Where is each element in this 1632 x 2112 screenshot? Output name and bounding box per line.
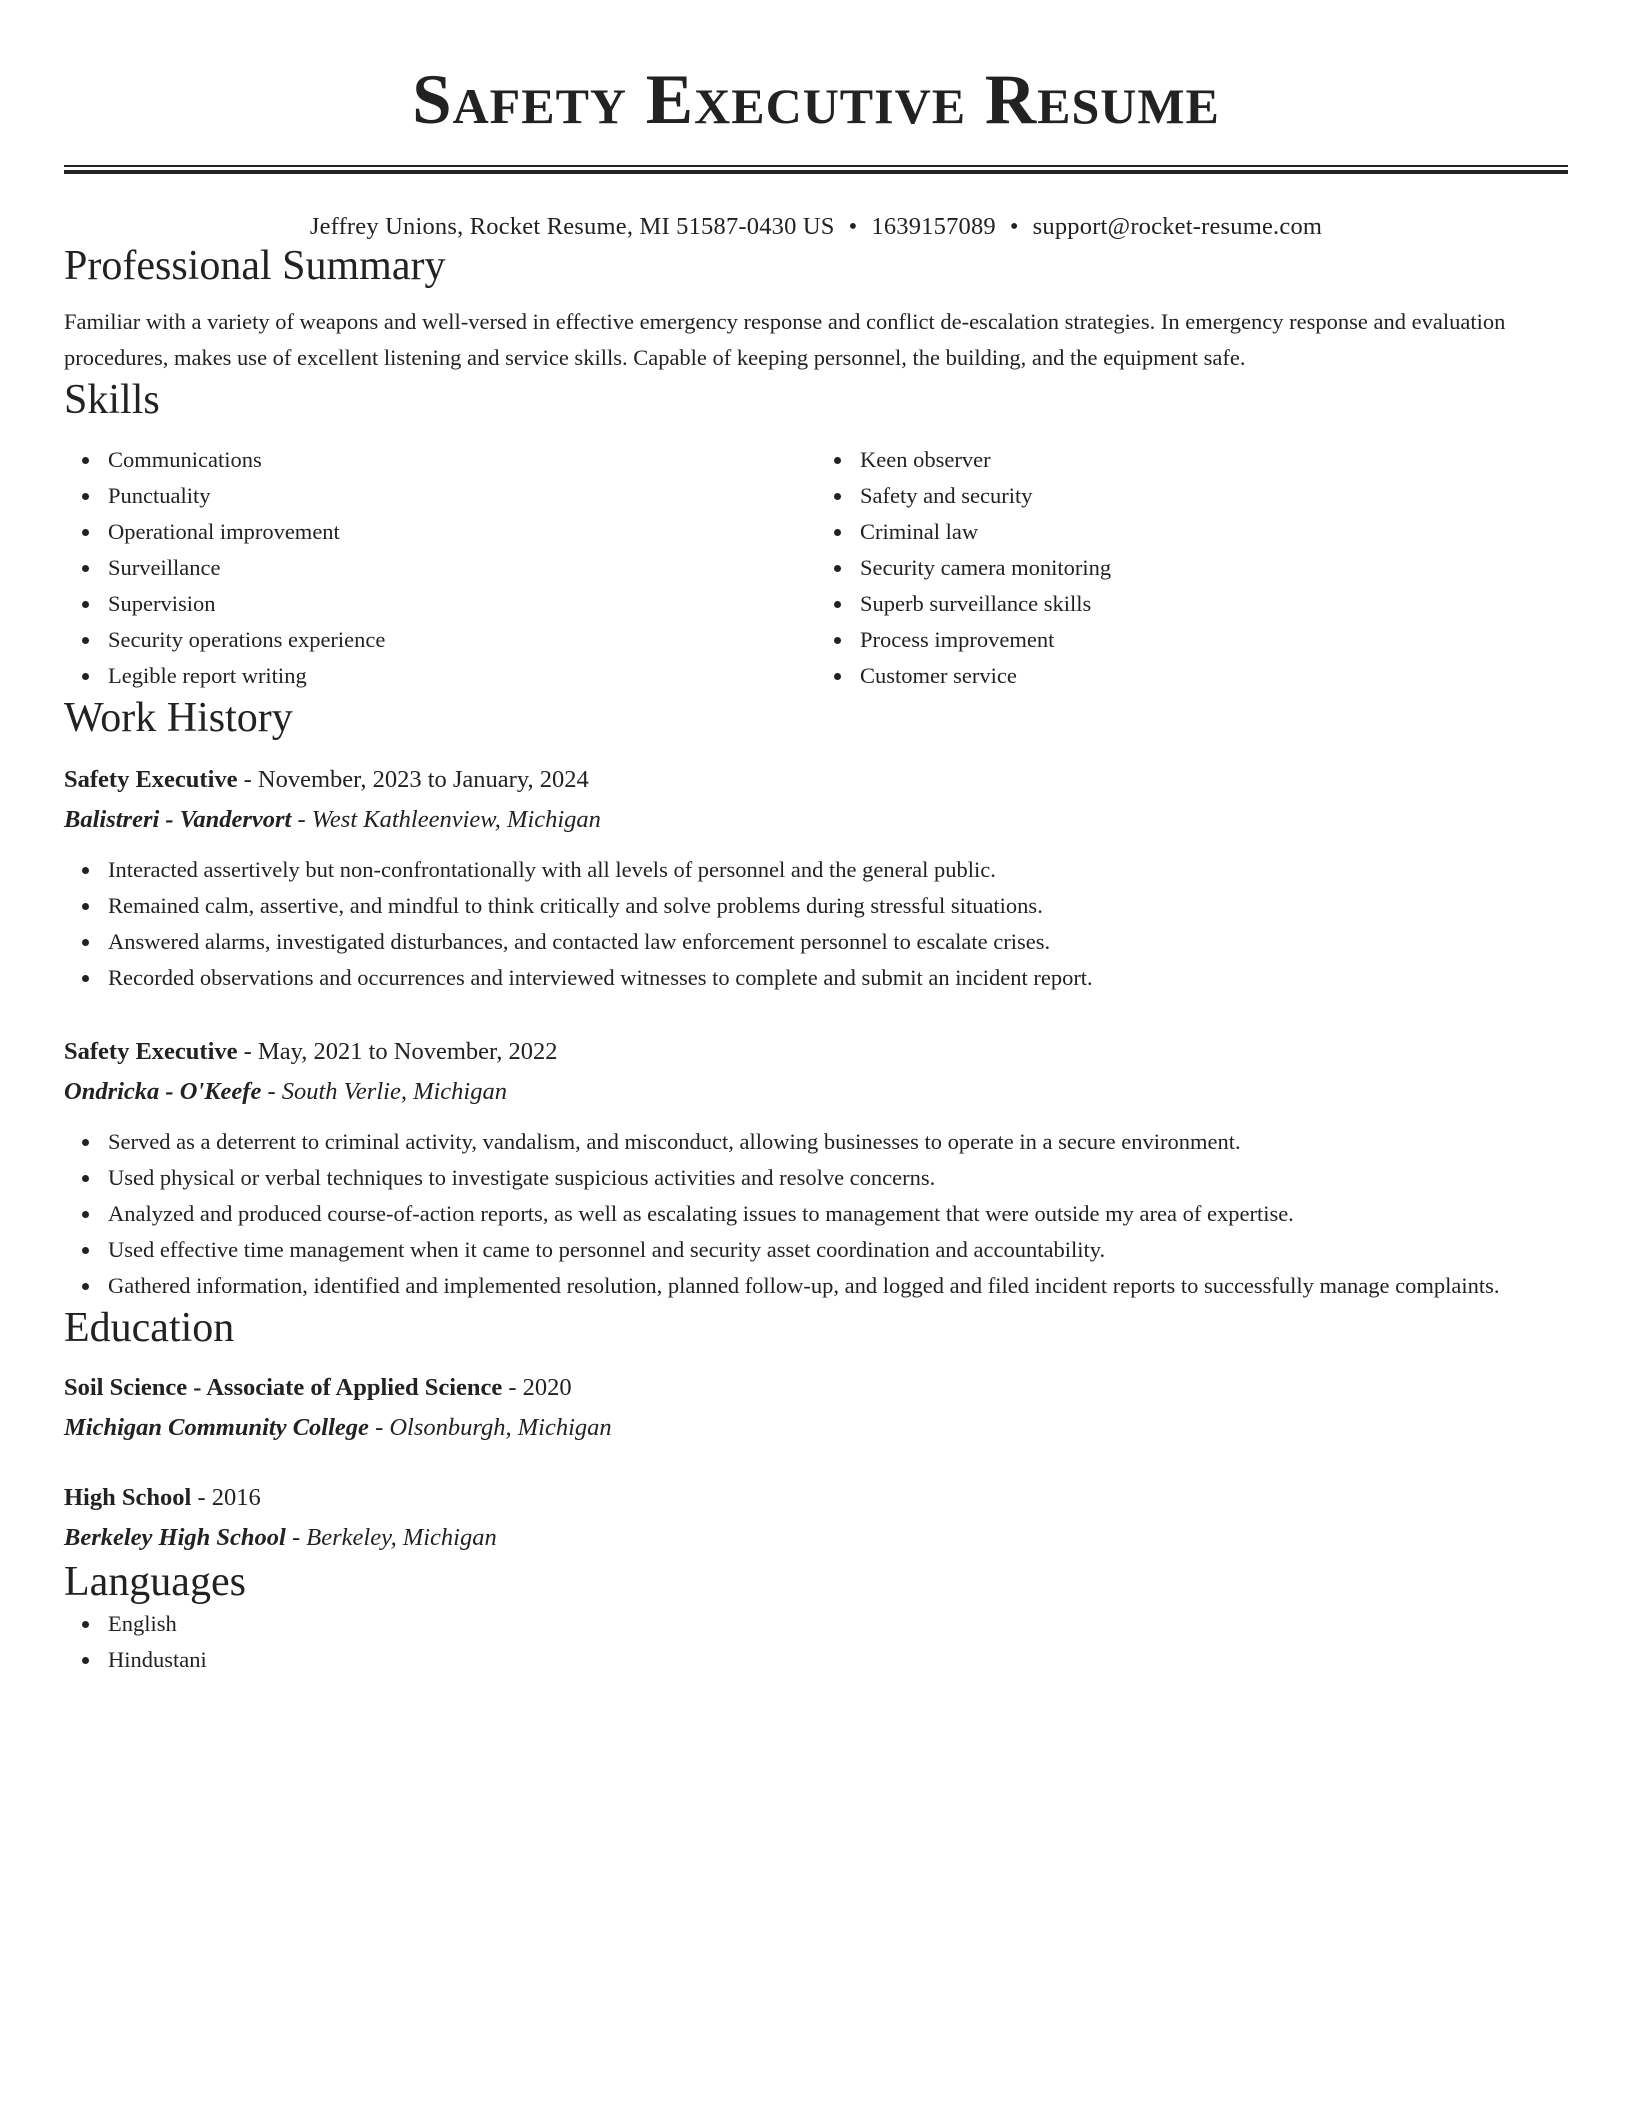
job-location: - South Verlie, Michigan — [261, 1078, 507, 1105]
skill-item: Superb surveillance skills — [860, 586, 1568, 622]
summary-heading: Professional Summary — [64, 243, 446, 289]
skill-item: Surveillance — [108, 550, 816, 586]
skill-item: Communications — [108, 442, 816, 478]
skill-item: Security operations experience — [108, 622, 816, 658]
education-degree: High School — [64, 1484, 192, 1511]
work-history-heading: Work History — [64, 695, 293, 741]
skill-item: Criminal law — [860, 514, 1568, 550]
job-bullet: Gathered information, identified and implemented resolution, planned follow-up, and logged and filed incident reports to successfully manage complaints. — [108, 1268, 1568, 1304]
education-degree-line — [64, 1478, 1568, 1518]
job-dates: - May, 2021 to November, 2022 — [237, 1038, 558, 1065]
languages-heading: Languages — [64, 1559, 246, 1605]
job-dates: - November, 2023 to January, 2024 — [237, 766, 589, 793]
contact-address: Jeffrey Unions, Rocket Resume, MI 51587-0430 US — [309, 213, 835, 240]
education-year: - 2016 — [191, 1484, 261, 1511]
education-entry — [64, 1368, 1568, 1448]
job-bullet: Used effective time management when it came to personnel and security asset coordination and accountability. — [108, 1232, 1568, 1268]
skill-item: Punctuality — [108, 478, 816, 514]
skill-item: Keen observer — [860, 442, 1568, 478]
skill-item: Safety and security — [860, 478, 1568, 514]
resume-title: Safety Executive Resume — [412, 61, 1220, 139]
job-bullet: Answered alarms, investigated disturbances, and contacted law enforcement personnel to escalate crises. — [108, 924, 1568, 960]
education-degree-line — [64, 1368, 1568, 1408]
education-school-line — [64, 1518, 1568, 1558]
languages-list — [64, 1606, 1568, 1678]
job-title-line — [64, 760, 1568, 800]
job-bullet: Used physical or verbal techniques to investigate suspicious activities and resolve concerns. — [108, 1160, 1568, 1196]
education-heading: Education — [64, 1305, 235, 1351]
job-company: Balistreri - Vandervort — [64, 806, 292, 833]
education-location: - Berkeley, Michigan — [285, 1524, 497, 1551]
job-entry — [64, 760, 1568, 996]
job-title: Safety Executive — [64, 1038, 238, 1065]
contact-separator: • — [1009, 213, 1019, 240]
skills-list-left — [64, 442, 816, 694]
job-company-line — [64, 1072, 1568, 1112]
job-bullet: Served as a deterrent to criminal activity, vandalism, and misconduct, allowing businesses to operate in a secure environment. — [108, 1124, 1568, 1160]
education-entry — [64, 1478, 1568, 1558]
job-bullet: Analyzed and produced course-of-action reports, as well as escalating issues to management that were outside my area of expertise. — [108, 1196, 1568, 1232]
skill-item: Customer service — [860, 658, 1568, 694]
contact-line — [64, 212, 1568, 242]
education-year: - 2020 — [502, 1374, 572, 1401]
job-title: Safety Executive — [64, 766, 238, 793]
job-company: Ondricka - O'Keefe — [64, 1078, 262, 1105]
job-company-line — [64, 800, 1568, 840]
language-item: Hindustani — [108, 1642, 1568, 1678]
education-school-line — [64, 1408, 1568, 1448]
job-bullets — [64, 1124, 1568, 1304]
education-location: - Olsonburgh, Michigan — [368, 1414, 612, 1441]
job-title-line — [64, 1032, 1568, 1072]
skills-list-right — [816, 442, 1568, 694]
language-item: English — [108, 1606, 1568, 1642]
education-school: Michigan Community College — [64, 1414, 369, 1441]
contact-email: support@rocket-resume.com — [1032, 213, 1323, 240]
skill-item: Operational improvement — [108, 514, 816, 550]
skills-heading: Skills — [64, 377, 160, 423]
skill-item: Supervision — [108, 586, 816, 622]
education-school: Berkeley High School — [64, 1524, 286, 1551]
job-bullet: Interacted assertively but non-confrontationally with all levels of personnel and the general public. — [108, 852, 1568, 888]
contact-separator: • — [848, 213, 858, 240]
skill-item: Security camera monitoring — [860, 550, 1568, 586]
education-degree: Soil Science - Associate of Applied Science — [64, 1374, 503, 1401]
job-bullets — [64, 852, 1568, 996]
job-entry — [64, 1032, 1568, 1304]
summary-text: Familiar with a variety of weapons and well-versed in effective emergency response and conflict de-escalation strategies. In emergency response and evaluation procedures, makes use of excellent listening and service skills. Capable of keeping personnel, the building, and the equipment safe. — [64, 309, 1506, 370]
skill-item: Process improvement — [860, 622, 1568, 658]
job-bullet: Recorded observations and occurrences and interviewed witnesses to complete and submit an incident report. — [108, 960, 1568, 996]
title-divider — [64, 165, 1568, 174]
contact-phone: 1639157089 — [871, 213, 996, 240]
job-location: - West Kathleenview, Michigan — [291, 806, 601, 833]
job-bullet: Remained calm, assertive, and mindful to think critically and solve problems during stressful situations. — [108, 888, 1568, 924]
skill-item: Legible report writing — [108, 658, 816, 694]
skills-grid — [64, 442, 1568, 694]
